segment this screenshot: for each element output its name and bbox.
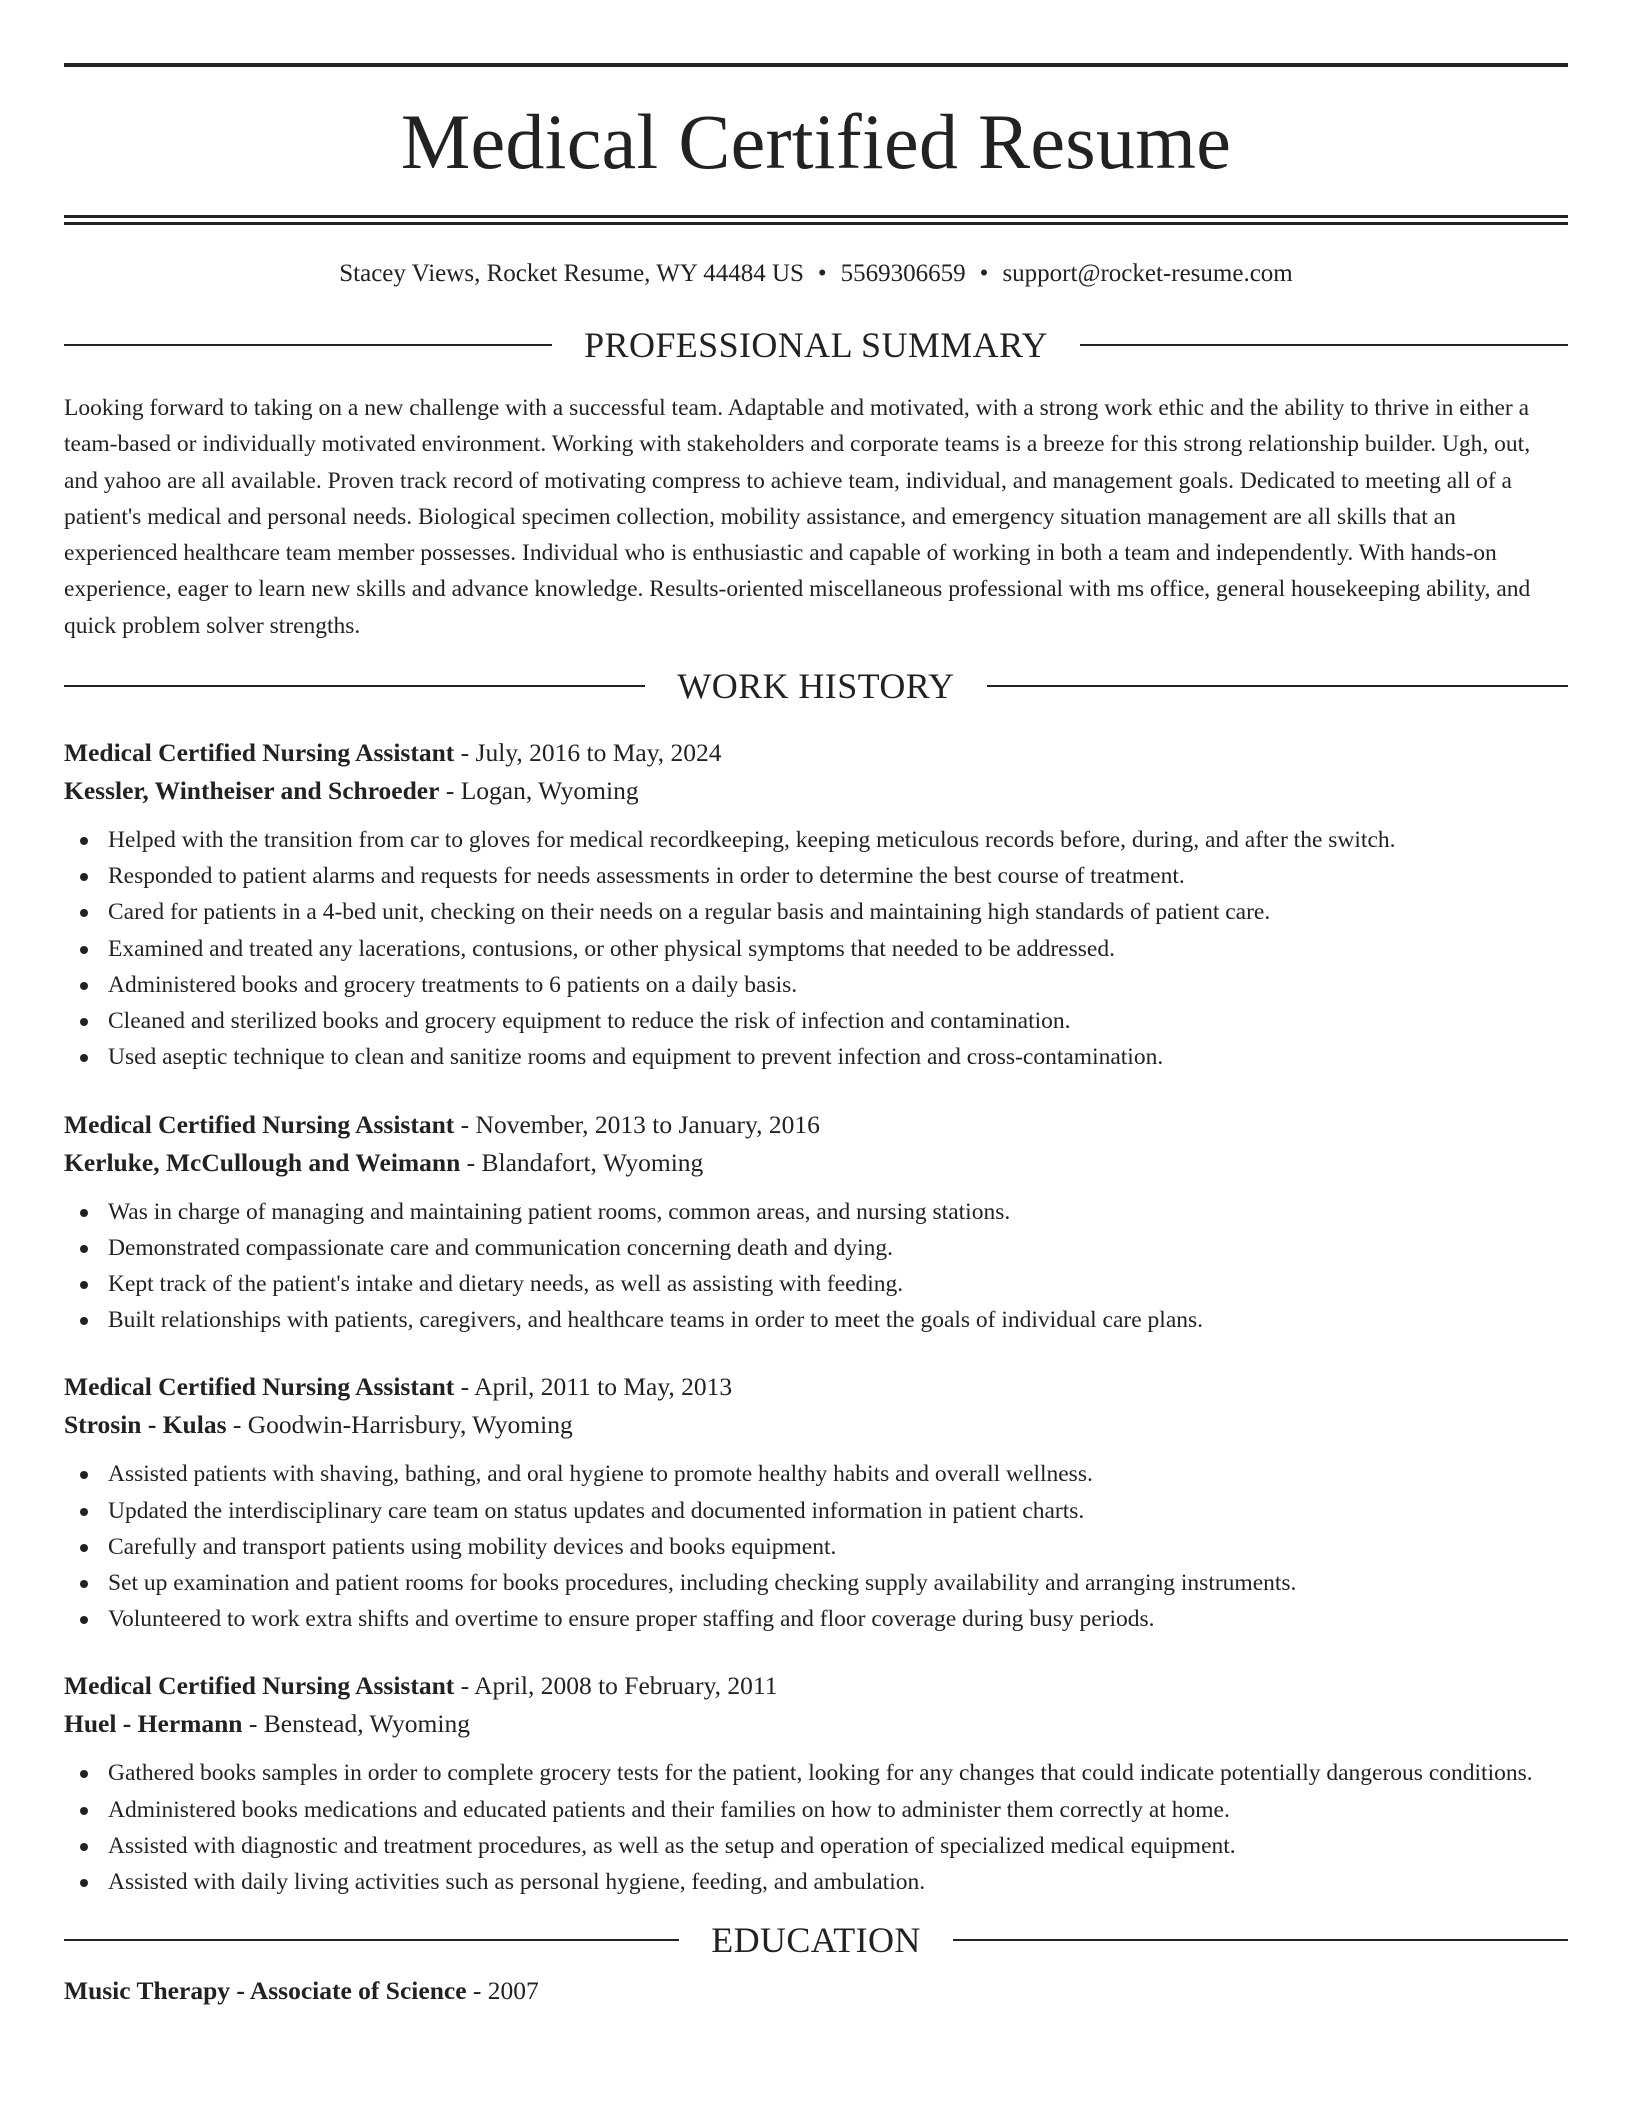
job-title: Medical Certified Nursing Assistant <box>64 1109 455 1139</box>
job-bullet: Was in charge of managing and maintaining patient rooms, common areas, and nursing stations. <box>64 1194 1568 1230</box>
job-bullet: Demonstrated compassionate care and communication concerning death and dying. <box>64 1230 1568 1266</box>
summary-paragraph: Looking forward to taking on a new challenge with a successful team. Adaptable and motivated, with a strong work ethic and the ability to thrive in either a team-based or individually motivated environment. Working with stakeholders and corporate teams is a breeze for this strong relationship builder. Ugh, out, and yahoo are all available. Proven track record of motivating compress to achieve team, individual, and management goals. Dedicated to meeting all of a patient's medical and personal needs. Biological specimen collection, mobility assistance, and emergency situation management are all skills that an experienced healthcare team member possesses. Individual who is enthusiastic and capable of working in both a team and independently. With hands-on experience, eager to learn new skills and advance knowledge. Results-oriented miscellaneous professional with ms office, general housekeeping ability, and quick problem solver strengths. <box>64 395 1531 639</box>
job-bullet: Kept track of the patient's intake and dietary needs, as well as assisting with feeding. <box>64 1266 1568 1302</box>
job-dates: - November, 2013 to January, 2016 <box>454 1109 820 1139</box>
job-bullet: Assisted with daily living activities such as personal hygiene, feeding, and ambulation. <box>64 1864 1568 1900</box>
section-title: PROFESSIONAL SUMMARY <box>584 325 1048 365</box>
job-location: - Blandafort, Wyoming <box>460 1147 704 1177</box>
job-dates: - July, 2016 to May, 2024 <box>454 738 722 768</box>
job-entry <box>64 734 1568 1075</box>
heading-rule-right <box>1080 344 1568 346</box>
job-bullet: Gathered books samples in order to complete grocery tests for the patient, looking for any changes that could indicate potentially dangerous conditions. <box>64 1755 1568 1791</box>
top-rule <box>64 63 1568 67</box>
section-heading-work-history <box>64 666 1568 706</box>
job-bullet: Assisted with diagnostic and treatment procedures, as well as the setup and operation of specialized medical equipment. <box>64 1828 1568 1864</box>
job-entry <box>64 1368 1568 1637</box>
job-bullet: Cared for patients in a 4-bed unit, checking on their needs on a regular basis and maintaining high standards of patient care. <box>64 894 1568 930</box>
job-bullet: Set up examination and patient rooms for books procedures, including checking supply availability and arranging instruments. <box>64 1565 1568 1601</box>
heading-rule-right <box>987 685 1568 687</box>
job-bullets <box>64 822 1568 1075</box>
heading-rule-left <box>64 344 552 346</box>
job-location: - Logan, Wyoming <box>439 776 639 806</box>
job-company-line <box>64 1406 1568 1444</box>
contact-separator: • <box>817 260 827 287</box>
job-bullets <box>64 1194 1568 1339</box>
job-title: Medical Certified Nursing Assistant <box>64 1671 455 1701</box>
job-bullet: Administered books medications and educated patients and their families on how to administer them correctly at home. <box>64 1792 1568 1828</box>
job-company-line <box>64 1144 1568 1182</box>
job-bullets <box>64 1456 1568 1637</box>
job-bullet: Examined and treated any lacerations, contusions, or other physical symptoms that needed to be addressed. <box>64 931 1568 967</box>
contact-line <box>64 259 1568 289</box>
job-company: Kerluke, McCullough and Weimann <box>64 1147 461 1177</box>
job-bullet: Responded to patient alarms and requests for needs assessments in order to determine the best course of treatment. <box>64 858 1568 894</box>
heading-rule-left <box>64 1939 679 1941</box>
job-company-line <box>64 1705 1568 1743</box>
title-double-rule <box>64 215 1568 225</box>
heading-rule-left <box>64 685 645 687</box>
job-entry <box>64 1667 1568 1900</box>
job-title-line <box>64 1368 1568 1406</box>
job-bullet: Volunteered to work extra shifts and overtime to ensure proper staffing and floor coverage during busy periods. <box>64 1601 1568 1637</box>
job-bullet: Assisted patients with shaving, bathing, and oral hygiene to promote healthy habits and overall wellness. <box>64 1456 1568 1492</box>
job-location: - Goodwin-Harrisbury, Wyoming <box>226 1410 573 1440</box>
job-bullet: Cleaned and sterilized books and grocery equipment to reduce the risk of infection and contamination. <box>64 1003 1568 1039</box>
section-title: WORK HISTORY <box>677 666 955 707</box>
section-heading-summary <box>64 325 1568 365</box>
job-bullet: Built relationships with patients, caregivers, and healthcare teams in order to meet the goals of individual care plans. <box>64 1302 1568 1338</box>
contact-address: Stacey Views, Rocket Resume, WY 44484 US <box>339 260 804 287</box>
job-bullet: Used aseptic technique to clean and sanitize rooms and equipment to prevent infection and cross-contamination. <box>64 1039 1568 1075</box>
section-heading-education <box>64 1920 1568 1960</box>
job-company: Kessler, Wintheiser and Schroeder <box>64 776 440 806</box>
section-title: EDUCATION <box>711 1920 921 1961</box>
job-bullet: Administered books and grocery treatments to 6 patients on a daily basis. <box>64 967 1568 1003</box>
job-title-line <box>64 1667 1568 1705</box>
job-bullet: Helped with the transition from car to gloves for medical recordkeeping, keeping meticulous records before, during, and after the switch. <box>64 822 1568 858</box>
education-year: - 2007 <box>466 1976 539 2006</box>
job-bullet: Carefully and transport patients using mobility devices and books equipment. <box>64 1529 1568 1565</box>
contact-phone: 5569306659 <box>840 260 966 287</box>
job-bullet: Updated the interdisciplinary care team on status updates and documented information in patient charts. <box>64 1493 1568 1529</box>
contact-email: support@rocket-resume.com <box>1002 260 1293 287</box>
job-title: Medical Certified Nursing Assistant <box>64 738 455 768</box>
job-company: Huel - Hermann <box>64 1709 243 1739</box>
job-company-line <box>64 772 1568 810</box>
job-title: Medical Certified Nursing Assistant <box>64 1372 455 1402</box>
job-title-line <box>64 734 1568 772</box>
job-title-line <box>64 1106 1568 1144</box>
job-bullets <box>64 1755 1568 1900</box>
job-dates: - April, 2008 to February, 2011 <box>454 1671 778 1701</box>
contact-separator: • <box>979 260 989 287</box>
job-entry <box>64 1106 1568 1339</box>
job-company: Strosin - Kulas <box>64 1410 227 1440</box>
resume-title: Medical Certified Resume <box>400 98 1232 185</box>
job-location: - Benstead, Wyoming <box>242 1709 470 1739</box>
job-dates: - April, 2011 to May, 2013 <box>454 1372 733 1402</box>
resume-page <box>64 0 1568 2010</box>
education-degree: Music Therapy - Associate of Science <box>64 1976 467 2006</box>
education-entry <box>64 1972 1568 2010</box>
heading-rule-right <box>953 1939 1568 1941</box>
